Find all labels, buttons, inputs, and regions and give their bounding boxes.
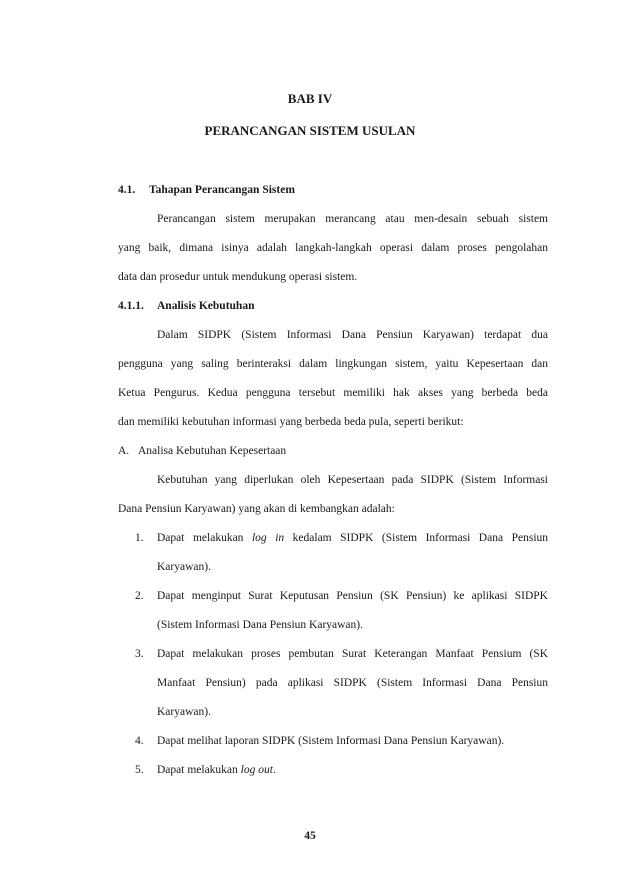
paragraph-line: Perancangan sistem merupakan merancang atau men-desain sebuah sistem — [157, 213, 548, 225]
list-number: 1. — [135, 532, 144, 544]
page-number: 45 — [304, 830, 316, 842]
paragraph-line: Dalam SIDPK (Sistem Informasi Dana Pensiun Karyawan) terdapat dua — [157, 329, 548, 341]
paragraph-line: pengguna yang saling berinteraksi dalam lingkungan sistem, yaitu Kepesertaan dan — [118, 358, 548, 370]
paragraph-line: Kebutuhan yang diperlukan oleh Kepesertaan pada SIDPK (Sistem Informasi — [157, 474, 548, 486]
list-item-line: Dapat menginput Surat Keputusan Pensiun (SK Pensiun) ke aplikasi SIDPK — [157, 590, 548, 602]
paragraph-line: Ketua Pengurus. Kedua pengguna tersebut memiliki hak akses yang berbeda beda — [118, 387, 548, 399]
chapter-label: BAB IV — [287, 91, 333, 106]
list-item-line: Manfaat Pensiun) pada aplikasi SIDPK (Sistem Informasi Dana Pensiun — [157, 677, 548, 689]
paragraph-line: Dana Pensiun Karyawan) yang akan di kembangkan adalah: — [118, 503, 395, 515]
list-item-line: Dapat melakukan proses pembutan Surat Keterangan Manfaat Pensium (SK — [157, 648, 548, 660]
list-item-continuation: Karyawan). — [157, 706, 211, 718]
list-item-continuation: Karyawan). — [157, 561, 211, 573]
section-4-1-number: 4.1. — [118, 184, 136, 196]
section-4-1-title: Tahapan Perancangan Sistem — [149, 184, 295, 196]
list-number: 2. — [135, 590, 144, 602]
subsection-a-label: A. — [118, 445, 130, 457]
section-4-1-1-number: 4.1.1. — [118, 300, 144, 312]
chapter-title: PERANCANGAN SISTEM USULAN — [204, 123, 416, 138]
paragraph-line: dan memiliki kebutuhan informasi yang berbeda beda pula, seperti berikut: — [118, 416, 464, 428]
section-4-1-1-title: Analisis Kebutuhan — [157, 300, 255, 312]
list-number: 5. — [135, 764, 144, 776]
paragraph-line: data dan prosedur untuk mendukung operasi sistem. — [118, 271, 358, 283]
list-item-line: Dapat melakukan log in kedalam SIDPK (Sistem Informasi Dana Pensiun — [157, 532, 549, 544]
paragraph-line: yang baik, dimana isinya adalah langkah-langkah operasi dalam proses pengolahan — [118, 242, 548, 254]
list-item-line: Dapat melihat laporan SIDPK (Sistem Informasi Dana Pensiun Karyawan). — [157, 735, 505, 747]
list-item-continuation: (Sistem Informasi Dana Pensiun Karyawan). — [157, 619, 363, 631]
list-number: 4. — [135, 735, 144, 747]
subsection-a-title: Analisa Kebutuhan Kepesertaan — [138, 445, 287, 457]
list-item-line: Dapat melakukan log out. — [157, 764, 276, 776]
list-number: 3. — [135, 648, 144, 660]
